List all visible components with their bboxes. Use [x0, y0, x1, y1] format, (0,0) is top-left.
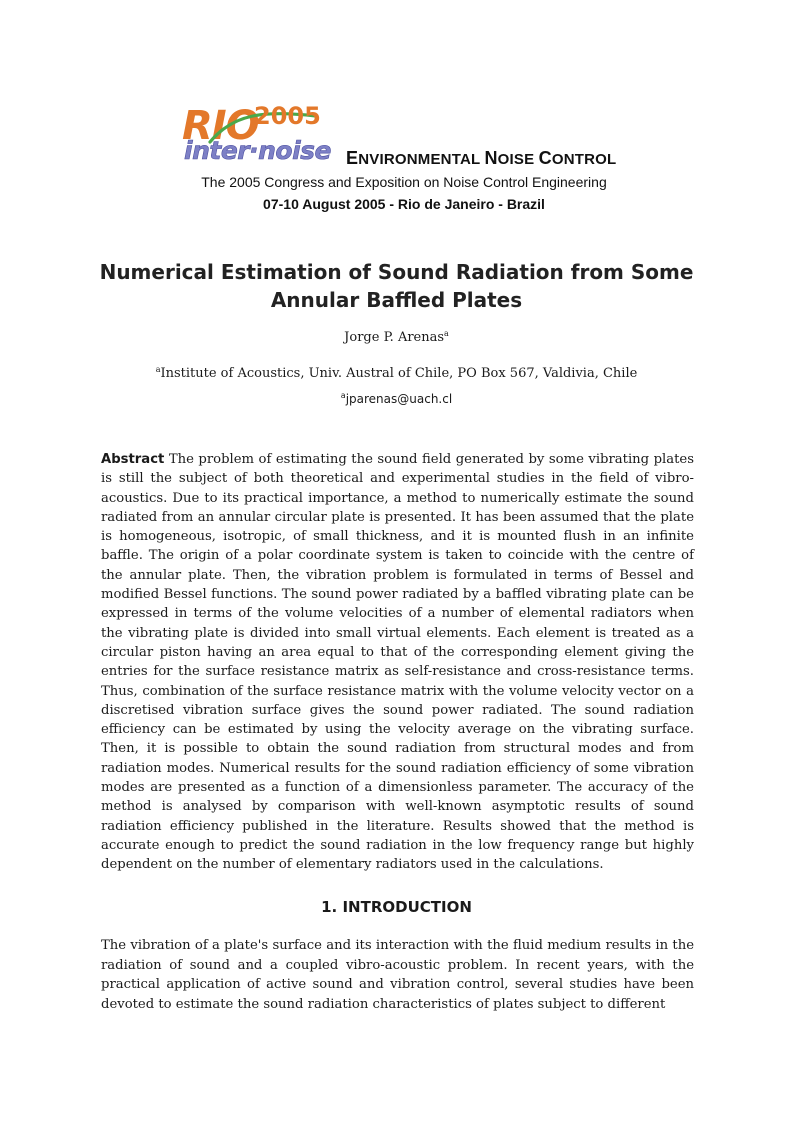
conference-dates: 07-10 August 2005 - Rio de Janeiro - Brazil [263, 196, 545, 212]
conference-header [178, 104, 630, 216]
affiliation-line: $^a$Institute of Acoustics, Univ. Austral of Chile, PO Box 567, Valdivia, Chile [155, 365, 638, 381]
conference-theme: ENVIRONMENTAL NOISE CONTROL [346, 148, 617, 168]
section-heading-introduction: 1. INTRODUCTION [321, 898, 472, 916]
abstract [101, 450, 694, 875]
abstract-body: The problem of estimating the sound field generated by some vibrating plates is still the subject of both theoretical and experimental studies in the field of vibro-acoustics. Due to its practical importance, a method to numerically estimate the sound radiated from an annular circular plate is presented. It has been assumed that the plate is homogeneous, isotropic, of small thickness, and it is mounted flush in an infinite baffle. The origin of a polar coordinate system is taken to coincide with the centre of the annular plate. Then, the vibration problem is formulated in terms of Bessel and modified Bessel functions. The sound power radiated by a baffled vibrating plate can be expressed in terms of the volume velocities of a number of elemental radiators when the vibrating plate is divided into small virtual elements. Each element is treated as a circular piston having an area equal to that of the corresponding element giving the entries for the surface resistance matrix as self-resistance and cross-resistance terms. Thus, combination of the surface resistance matrix with the volume velocity vector on a discretised vibration surface gives the sound power radiated. The sound radiation efficiency can be estimated by using the velocity average on the vibrating surface. Then, it is possible to obtain the sound radiation from structural modes and from radiation modes. Numerical results for the sound radiation efficiency of some vibration modes are presented as a function of a dimensionless parameter. The accuracy of the method is analysed by comparison with well-known asymptotic results of sound radiation efficiency published in the literature. Results showed that the method is accurate enough to predict the sound radiation in the low frequency range but highly dependent on the number of elementary radiators used in the calculations. [101, 452, 694, 873]
internoise-2005-logo [178, 104, 348, 168]
logo-year-text: 2005 [254, 102, 321, 130]
abstract-label: Abstract [101, 452, 165, 467]
introduction-paragraph: The vibration of a plate's surface and its interaction with the fluid medium results in the radiation of sound and a coupled vibro-acoustic problem. In recent years, with the practical application of active sound and vibration control, several studies have been devoted to estimate the sound radiation characteristics of plates subject to different [101, 938, 694, 1012]
paper-title: Numerical Estimation of Sound Radiation from Some Annular Baffled Plates [99, 260, 694, 312]
author-line: Jorge P. Arenas$^a$ [344, 329, 449, 345]
logo-internoise-text: inter·noise [184, 136, 331, 165]
email-line: $^a$jparenas@uach.cl [340, 391, 453, 406]
congress-line: The 2005 Congress and Exposition on Noise Control Engineering [201, 174, 607, 190]
logo-rio-text: RIO [182, 103, 259, 149]
